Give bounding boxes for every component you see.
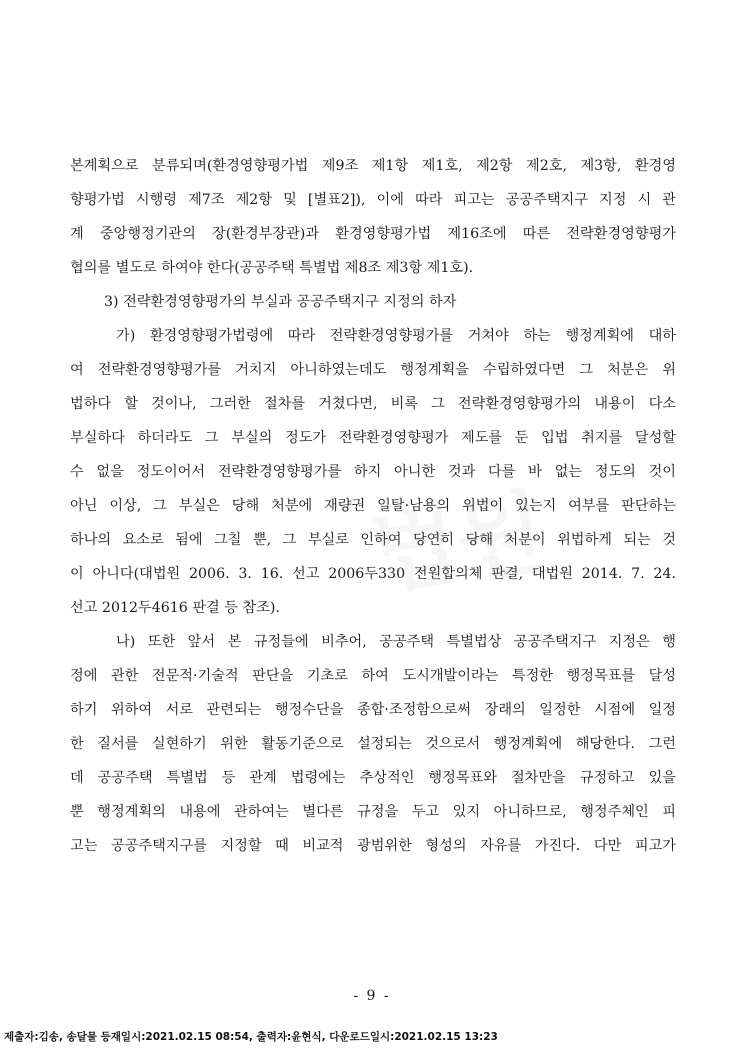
- body-line: 부실하다 하더라도 그 부실의 정도가 전략환경영향평가 제도를 둔 입법 취지를 달성할: [70, 430, 676, 446]
- body-line: 정에 관한 전문적·기술적 판단을 기초로 하여 도시개발이라는 특정한 행정목표를 달성: [70, 668, 676, 684]
- body-line: 하나의 요소로 됨에 그칠 뿐, 그 부실로 인하여 당연히 당해 처분이 위법하게 되는 것: [70, 532, 676, 548]
- body-line: 이 아니다(대법원 2006. 3. 16. 선고 2006두330 전원합의체 판결, 대법원 2014. 7. 24.: [70, 566, 676, 582]
- body-line: 하기 위하여 서로 관련되는 행정수단을 종합·조정함으로써 장래의 일정한 시점에 일정: [70, 702, 676, 718]
- body-line: 법하다 할 것이나, 그러한 절차를 거쳤다면, 비록 그 전략환경영향평가의 내용이 다소: [70, 396, 676, 412]
- page-number: - 9 -: [353, 988, 391, 1004]
- body-line: 수 없을 정도이어서 전략환경영향평가를 하지 아니한 것과 다를 바 없는 정도의 것이: [70, 464, 676, 480]
- body-line: 선고 2012두4616 판결 등 참조).: [70, 600, 280, 616]
- section-heading: 3) 전략환경영향평가의 부실과 공공주택지구 지정의 하자: [104, 294, 457, 310]
- body-line: 향평가법 시행령 제7조 제2항 및 [별표2]), 이에 따라 피고는 공공주택지구 지정 시 관: [70, 192, 676, 208]
- body-line: 한 질서를 실현하기 위한 활동기준으로 설정되는 것으로서 행정계획에 해당한다. 그런: [70, 736, 676, 752]
- paragraph-start-line: 가) 환경영향평가법령에 따라 전략환경영향평가를 거쳐야 하는 행정계획에 대하: [116, 328, 676, 344]
- document-body: [70, 149, 676, 863]
- body-line: 계 중앙행정기관의 장(환경부장관)과 환경영향평가법 제16조에 따른 전략환경영향평가: [70, 226, 676, 242]
- body-line: 고는 공공주택지구를 지정할 때 비교적 광범위한 형성의 자유를 가진다. 다만 피고가: [70, 838, 676, 854]
- body-line: 본계획으로 분류되며(환경영향평가법 제9조 제1항 제1호, 제2항 제2호, 제3항, 환경영: [70, 158, 676, 174]
- download-footer: 제출자:김송, 송달물 등재일시:2021.02.15 08:54, 출력자:윤현식, 다운로드일시:2021.02.15 13:23: [4, 1031, 498, 1043]
- body-line: 여 전략환경영향평가를 거치지 아니하였는데도 행정계획을 수립하였다면 그 처분은 위: [70, 362, 676, 378]
- body-line: 데 공공주택 특별법 등 관계 법령에는 추상적인 행정목표와 절차만을 규정하고 있을: [70, 770, 676, 786]
- body-line: 아닌 이상, 그 부실은 당해 처분에 재량권 일탈·남용의 위법이 있는지 여부를 판단하는: [70, 498, 676, 514]
- body-line: 뿐 행정계획의 내용에 관하여는 별다른 규정을 두고 있지 아니하므로, 행정주체인 피: [70, 804, 676, 820]
- body-line: 협의를 별도로 하여야 한다(공공주택 특별법 제8조 제3항 제1호).: [70, 260, 474, 276]
- paragraph-start-line: 나) 또한 앞서 본 규정들에 비추어, 공공주택 특별법상 공공주택지구 지정은 행: [116, 634, 676, 650]
